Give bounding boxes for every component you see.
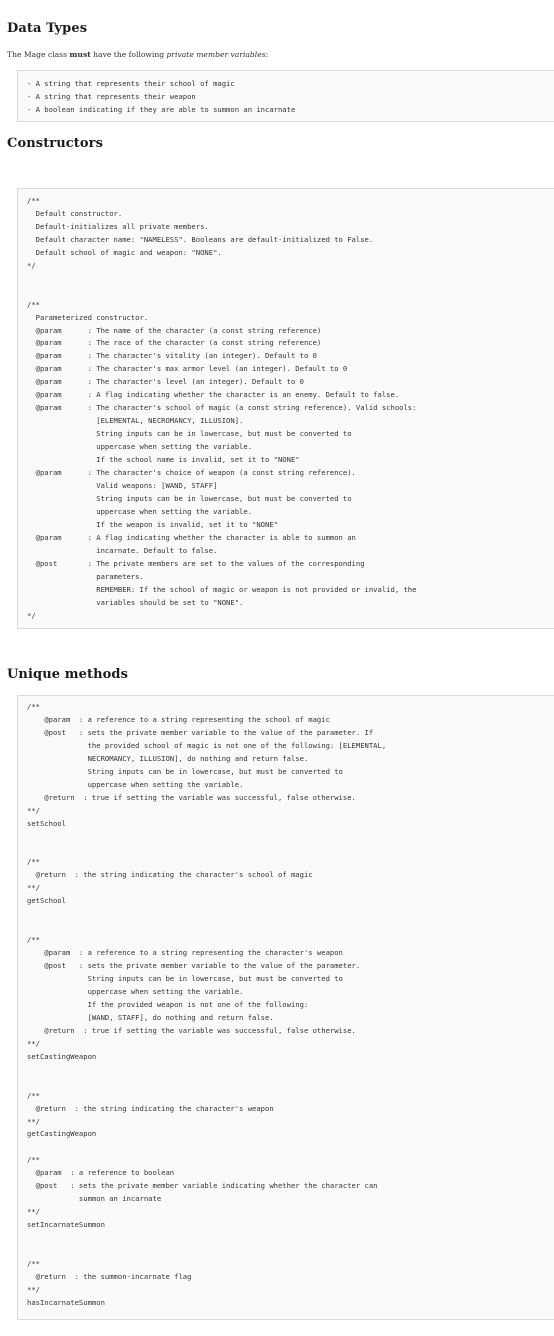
must-emphasis: must	[69, 50, 91, 59]
constructors-code: /** Default constructor. Default-initializes all private members. Default character name: "NAMELESS". Booleans are default-initialized to False. Default school of magic and weapon: "NONE". */ /** Parameterized constructor. @param : The name of the character (a const string reference) @param : The race of the character (a const string reference) @param : The character's vitality (an integer). Default to 0 @param : The character's max armor level (an integer). Default to 0 @param : The character's level (an integer). Default to 0 @param : A flag indicating whether the character is an enemy. Default to false. @param : The character's school of magic (a const string reference). Valid schools: [ELEMENTAL, NECROMANCY, ILLUSION]. String inputs can be in lowercase, but must be converted to uppercase when setting the variable. If the school name is invalid, set it to "NONE" @param : The character's choice of weapon (a const string reference). Valid weapons: [WAND, STAFF] String inputs can be in lowercase, but must be converted to uppercase when setting the variable. If the weapon is invalid, set it to "NONE" @param : A flag indicating whether the character is able to summon an incarnate. Default to false. @post : The private members are set to the values of the corresponding parameters. REMEMBER: If the school of magic or weapon is not provided or invalid, the variables should be set to "NONE". */	[27, 196, 417, 620]
private-members-emphasis: private member variables	[166, 50, 266, 59]
intro-text-4: :	[265, 50, 269, 59]
member-variables-code: - A string that represents their school of magic - A string that represents their weapon - A boolean indicating if they are able to summon an incarnate	[27, 79, 296, 114]
member-variables-code-block	[17, 70, 554, 122]
unique-methods-heading: Unique methods	[7, 667, 129, 682]
unique-methods-code-block	[17, 695, 554, 1320]
data-types-heading: Data Types	[7, 21, 88, 36]
data-types-intro	[7, 50, 268, 59]
class-name: Mage	[23, 50, 46, 59]
intro-text-3: have the following	[90, 50, 167, 59]
unique-methods-code: /** @param : a reference to a string representing the school of magic @post : sets the private member variable to the value of the parameter. If the provided school of magic is not one of the following: [ELEMENTAL, NECROMANCY, ILLUSION], do nothing and return false. String inputs can be in lowercase, but must be converted to uppercase when setting the variable. @return : true if setting the variable was successful, false otherwise. **/ setSchool /** @return : the string indicating the character's school of magic **/ getSchool /** @param : a reference to a string representing the character's weapon @post : sets the private member variable to the value of the parameter. String inputs can be in lowercase, but must be converted to uppercase when setting the variable. If the provided weapon is not one of the following: [WAND, STAFF], do nothing and return false. @return : true if setting the variable was successful, false otherwise. **/ setCastingWeapon /** @return : the string indicating the character's weapon **/ getCastingWeapon /** @param : a reference to boolean @post : sets the private member variable indicating whether the character can summon an incarnate **/ setIncarnateSummon /** @return : the summon-incarnate flag **/ hasIncarnateSummon	[27, 702, 387, 1307]
constructors-code-block	[17, 188, 554, 629]
intro-text-1: The	[7, 50, 24, 59]
constructors-heading: Constructors	[7, 136, 104, 151]
intro-text-2: class	[45, 50, 70, 59]
